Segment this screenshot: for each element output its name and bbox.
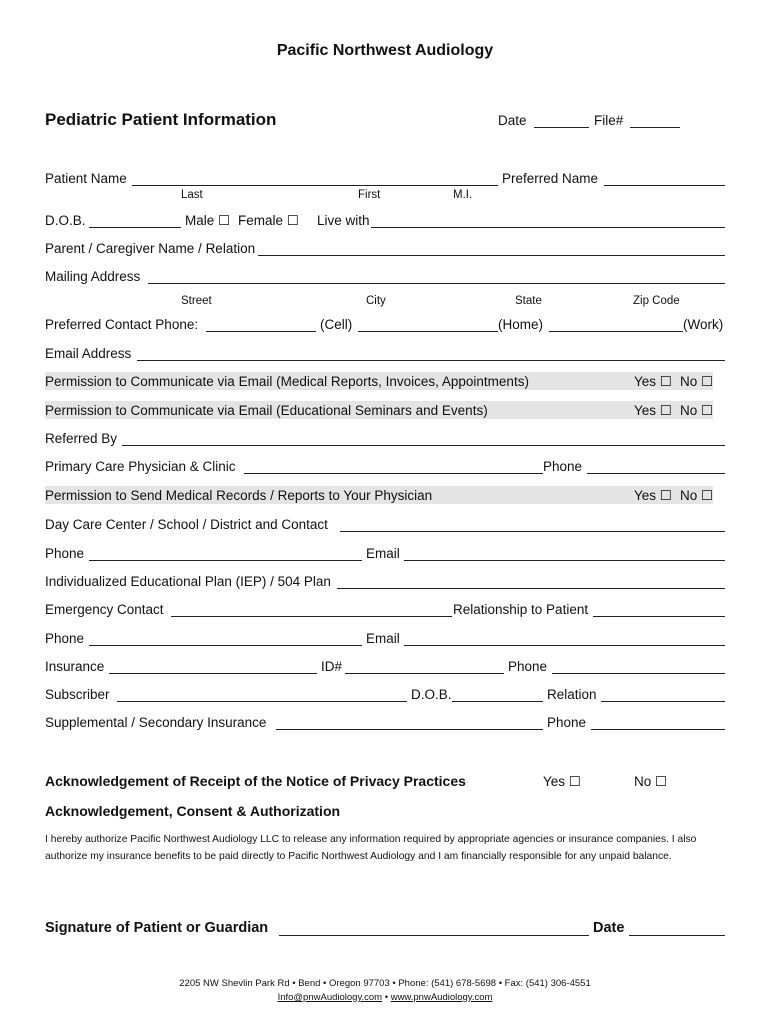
cell-phone-field[interactable] bbox=[206, 331, 316, 332]
mailing-address-label: Mailing Address bbox=[45, 269, 141, 284]
insurance-field[interactable] bbox=[109, 673, 317, 674]
subscriber-field[interactable] bbox=[117, 701, 407, 702]
home-label: (Home) bbox=[498, 317, 544, 332]
work-phone-field[interactable] bbox=[549, 331, 683, 332]
sublabel-street: Street bbox=[181, 295, 212, 307]
subscriber-label: Subscriber bbox=[45, 687, 110, 702]
footer-address: 2205 NW Shevlin Park Rd • Bend • Oregon 97703 • Phone: (541) 678-5698 • Fax: (541) 306-4551 bbox=[179, 978, 591, 989]
permission-email-seminars-no[interactable]: No ☐ bbox=[680, 403, 714, 418]
emergency-contact-field[interactable] bbox=[171, 616, 452, 617]
privacy-ack-label: Acknowledgement of Receipt of the Notice of Privacy Practices bbox=[45, 773, 466, 789]
footer-website-link[interactable]: www.pnwAudiology.com bbox=[390, 992, 493, 1003]
cell-label: (Cell) bbox=[320, 317, 353, 332]
patient-name-label: Patient Name bbox=[45, 171, 127, 186]
school-email-field[interactable] bbox=[404, 560, 725, 561]
live-with-field[interactable] bbox=[371, 227, 725, 228]
sublabel-mi: M.I. bbox=[453, 189, 473, 201]
parent-label: Parent / Caregiver Name / Relation bbox=[45, 241, 256, 256]
form-title: Pediatric Patient Information bbox=[45, 110, 277, 129]
email-address-label: Email Address bbox=[45, 346, 132, 361]
signature-date-label: Date bbox=[593, 920, 625, 936]
patient-name-field[interactable] bbox=[132, 185, 498, 186]
sublabel-first: First bbox=[358, 189, 381, 201]
permission-email-medical-label: Permission to Communicate via Email (Medical Reports, Invoices, Appointments) bbox=[45, 374, 529, 389]
consent-paragraph: I hereby authorize Pacific Northwest Audiology LLC to release any information required by appropriate agencies or insurance companies. I also authorize my insurance benefits to be paid directly to Pacific Northwest Audiology and I am financially responsible for any unpaid balance. bbox=[45, 834, 697, 862]
school-email-label: Email bbox=[366, 546, 400, 561]
privacy-ack-no[interactable]: No ☐ bbox=[634, 774, 668, 789]
iep-field[interactable] bbox=[337, 588, 725, 589]
pcp-phone-field[interactable] bbox=[587, 473, 725, 474]
insurance-label: Insurance bbox=[45, 659, 105, 674]
emergency-email-field[interactable] bbox=[404, 645, 725, 646]
signature-field[interactable] bbox=[279, 935, 589, 936]
pcp-label: Primary Care Physician & Clinic bbox=[45, 459, 236, 474]
clinic-title: Pacific Northwest Audiology bbox=[276, 42, 494, 59]
daycare-field[interactable] bbox=[340, 531, 725, 532]
live-with-label: Live with bbox=[317, 213, 370, 228]
consent-heading: Acknowledgement, Consent & Authorization bbox=[45, 803, 341, 819]
school-phone-field[interactable] bbox=[89, 560, 362, 561]
permission-email-seminars-yes[interactable]: Yes ☐ bbox=[634, 403, 672, 418]
permission-send-records-label: Permission to Send Medical Records / Reports to Your Physician bbox=[45, 488, 433, 503]
referred-by-field[interactable] bbox=[122, 445, 725, 446]
permission-send-records-yes[interactable]: Yes ☐ bbox=[634, 488, 672, 503]
male-checkbox[interactable]: Male ☐ bbox=[185, 213, 231, 228]
signature-label: Signature of Patient or Guardian bbox=[45, 920, 269, 936]
insurance-id-field[interactable] bbox=[345, 673, 504, 674]
emergency-phone-label: Phone bbox=[45, 631, 85, 646]
signature-date-field[interactable] bbox=[629, 935, 725, 936]
email-address-field[interactable] bbox=[137, 360, 725, 361]
dob-label: D.O.B. bbox=[45, 213, 86, 228]
subscriber-dob-field[interactable] bbox=[452, 701, 543, 702]
supplemental-insurance-label: Supplemental / Secondary Insurance bbox=[45, 715, 267, 730]
emergency-email-label: Email bbox=[366, 631, 400, 646]
permission-email-medical-yes[interactable]: Yes ☐ bbox=[634, 374, 672, 389]
sublabel-last: Last bbox=[181, 189, 203, 201]
work-label: (Work) bbox=[683, 317, 724, 332]
date-label: Date bbox=[498, 113, 527, 128]
pcp-field[interactable] bbox=[244, 473, 543, 474]
sublabel-state: State bbox=[515, 295, 542, 307]
file-label: File# bbox=[594, 113, 624, 128]
dob-field[interactable] bbox=[89, 227, 181, 228]
relationship-label: Relationship to Patient bbox=[453, 602, 589, 617]
privacy-ack-yes[interactable]: Yes ☐ bbox=[543, 774, 581, 789]
sublabel-zip: Zip Code bbox=[633, 295, 680, 307]
sublabel-city: City bbox=[366, 295, 386, 307]
daycare-label: Day Care Center / School / District and Contact bbox=[45, 517, 328, 532]
contact-phone-label: Preferred Contact Phone: bbox=[45, 317, 199, 332]
mailing-address-field[interactable] bbox=[148, 283, 725, 284]
insurance-phone-label: Phone bbox=[508, 659, 548, 674]
emergency-phone-field[interactable] bbox=[89, 645, 362, 646]
iep-label: Individualized Educational Plan (IEP) / 504 Plan bbox=[45, 574, 331, 589]
supplemental-phone-field[interactable] bbox=[591, 729, 725, 730]
female-checkbox[interactable]: Female ☐ bbox=[238, 213, 299, 228]
file-number-field[interactable] bbox=[630, 127, 680, 128]
supplemental-insurance-field[interactable] bbox=[276, 729, 543, 730]
subscriber-dob-label: D.O.B. bbox=[411, 687, 452, 702]
pcp-phone-label: Phone bbox=[543, 459, 583, 474]
permission-email-medical-no[interactable]: No ☐ bbox=[680, 374, 714, 389]
preferred-name-field[interactable] bbox=[604, 185, 725, 186]
permission-email-seminars-label: Permission to Communicate via Email (Educational Seminars and Events) bbox=[45, 403, 488, 418]
insurance-id-label: ID# bbox=[321, 659, 343, 674]
date-field[interactable] bbox=[534, 127, 589, 128]
relationship-field[interactable] bbox=[593, 616, 725, 617]
relation-label: Relation bbox=[547, 687, 597, 702]
footer-separator: • bbox=[382, 992, 391, 1003]
emergency-contact-label: Emergency Contact bbox=[45, 602, 164, 617]
school-phone-label: Phone bbox=[45, 546, 85, 561]
footer-contact bbox=[0, 992, 770, 1003]
relation-field[interactable] bbox=[601, 701, 725, 702]
permission-send-records-no[interactable]: No ☐ bbox=[680, 488, 714, 503]
supplemental-phone-label: Phone bbox=[547, 715, 587, 730]
parent-field[interactable] bbox=[258, 255, 725, 256]
preferred-name-label: Preferred Name bbox=[502, 171, 599, 186]
insurance-phone-field[interactable] bbox=[552, 673, 725, 674]
footer-email-link[interactable]: Info@pnwAudiology.com bbox=[277, 992, 383, 1003]
referred-by-label: Referred By bbox=[45, 431, 118, 446]
home-phone-field[interactable] bbox=[358, 331, 498, 332]
